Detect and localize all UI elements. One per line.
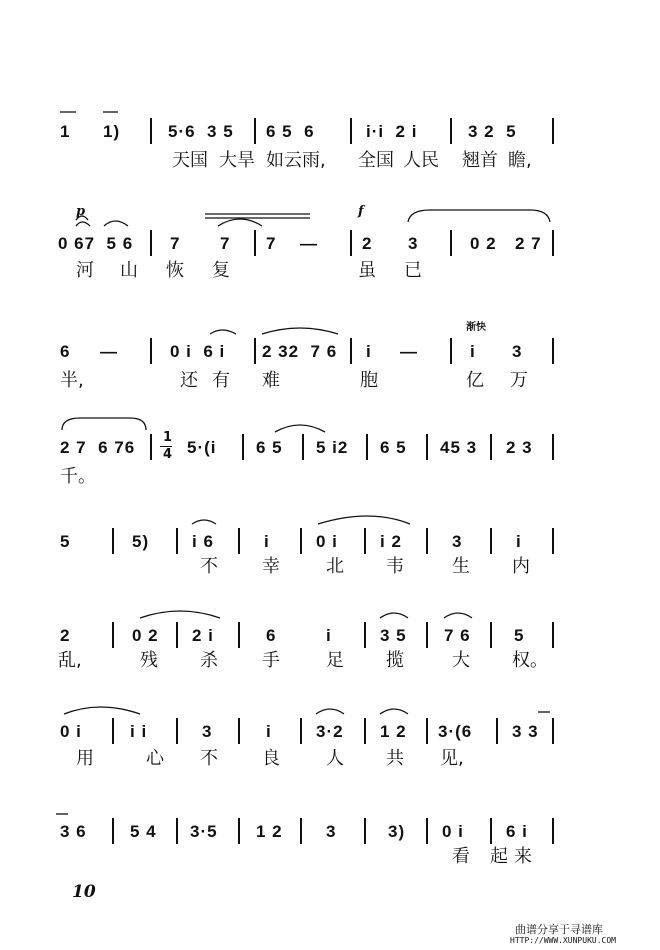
note-group: 5 4 xyxy=(130,822,157,841)
note-group: 3·5 xyxy=(190,822,218,841)
lyric: 复 xyxy=(212,260,230,281)
barline xyxy=(364,528,366,554)
barline xyxy=(552,718,554,744)
lyric: 翘首 xyxy=(462,150,498,171)
lyric: 全国 xyxy=(358,150,394,171)
note-group: i xyxy=(366,342,372,361)
barline xyxy=(366,434,368,460)
barline xyxy=(350,118,352,144)
lyric: 已 xyxy=(404,260,422,281)
note-group: 3 xyxy=(326,822,337,841)
barline xyxy=(150,434,152,460)
lyrics-line-5 xyxy=(0,556,660,582)
barline xyxy=(302,434,304,460)
barline xyxy=(552,528,554,554)
note-group: 1 2 xyxy=(256,822,283,841)
note-group: 2 32 7 6 xyxy=(262,342,338,361)
note-group: 1 xyxy=(60,122,71,141)
note-group: i 6 xyxy=(192,532,214,551)
note-group: — xyxy=(400,342,418,361)
barline xyxy=(150,338,152,364)
note-group: 3 xyxy=(512,342,523,361)
note-group: 5·6 3 5 xyxy=(168,122,234,141)
lyric: 河 xyxy=(76,260,94,281)
note-group: 3 2 5 xyxy=(468,122,517,141)
barline xyxy=(364,718,366,744)
lyrics-line-3 xyxy=(0,370,660,396)
note-group: 2 xyxy=(60,626,71,645)
lyric: 生 xyxy=(452,556,470,577)
barline xyxy=(300,528,302,554)
lyrics-line-8 xyxy=(0,846,660,872)
lyric: 有 xyxy=(212,370,230,391)
lyric: 见, xyxy=(440,748,464,769)
note-group: 3 xyxy=(202,722,213,741)
barline xyxy=(552,230,554,256)
note-group: 7 xyxy=(220,234,231,253)
note-group: 3 xyxy=(452,532,463,551)
lyrics-line-2 xyxy=(0,260,660,286)
barline xyxy=(490,622,492,648)
lyric: 不 xyxy=(200,556,218,577)
note-group: 5) xyxy=(132,532,150,551)
barline xyxy=(426,718,428,744)
lyric: 难 xyxy=(262,370,280,391)
lyric: 杀 xyxy=(200,650,218,671)
lyric: 用 xyxy=(76,748,94,769)
lyrics-line-7 xyxy=(0,748,660,774)
lyric: 残 xyxy=(140,650,158,671)
note-group: 0 2 xyxy=(470,234,497,253)
lyric: 山 xyxy=(120,260,138,281)
barline xyxy=(242,434,244,460)
lyric: 幸 xyxy=(262,556,280,577)
note-group: 3) xyxy=(388,822,406,841)
note-group: i 2 xyxy=(380,532,402,551)
note-group: 3·(6 xyxy=(438,722,473,741)
lyric: 良 xyxy=(262,748,280,769)
note-group: 7 xyxy=(170,234,181,253)
lyric: 揽 xyxy=(386,650,404,671)
note-group: 0 i 6 i xyxy=(170,342,226,361)
lyric: 起 xyxy=(490,846,508,867)
note-group: i xyxy=(326,626,332,645)
lyric: 权。 xyxy=(512,650,548,671)
note-group: 0 i xyxy=(442,822,464,841)
note-group: 6 i xyxy=(506,822,528,841)
lyric: 大旱 xyxy=(219,150,255,171)
lyrics-line-4 xyxy=(0,466,660,492)
barline xyxy=(426,818,428,844)
barline xyxy=(426,622,428,648)
barline xyxy=(490,818,492,844)
barline xyxy=(552,434,554,460)
dynamic-piano: p xyxy=(76,204,86,219)
note-group: 2 xyxy=(362,234,373,253)
note-group: 45 3 xyxy=(440,438,478,457)
lyrics-line-1 xyxy=(0,150,660,176)
lyric: 千。 xyxy=(60,466,96,487)
lyric: 胞 xyxy=(360,370,378,391)
note-group: 0 67 5 6 xyxy=(58,234,134,253)
barline xyxy=(112,622,114,648)
barline xyxy=(450,230,452,256)
lyric: 内 xyxy=(512,556,530,577)
lyric: 如云雨, xyxy=(266,150,326,171)
barline xyxy=(364,818,366,844)
barline xyxy=(496,718,498,744)
lyric: 亿 xyxy=(466,370,484,391)
barline xyxy=(176,528,178,554)
lyric: 人民 xyxy=(403,150,439,171)
note-group: 7 xyxy=(266,234,277,253)
note-group: i xyxy=(264,532,270,551)
note-group: — xyxy=(300,234,318,253)
barline xyxy=(426,528,428,554)
note-group: 1) xyxy=(103,122,121,141)
barline xyxy=(254,338,256,364)
note-group: 0 i xyxy=(60,722,82,741)
tempo-marking: 渐快 xyxy=(466,322,486,333)
barline xyxy=(112,528,114,554)
lyric: 大 xyxy=(452,650,470,671)
barline xyxy=(552,622,554,648)
note-group: 6 5 xyxy=(380,438,407,457)
lyric: 共 xyxy=(386,748,404,769)
barline xyxy=(238,622,240,648)
lyrics-line-6 xyxy=(0,650,660,676)
note-group: i xyxy=(266,722,272,741)
note-group: 6 xyxy=(266,626,277,645)
note-group: 5 i2 xyxy=(316,438,349,457)
note-group: 5 xyxy=(514,626,525,645)
note-group: 2 7 6 76 xyxy=(60,438,136,457)
note-group: 3·2 xyxy=(316,722,344,741)
note-group: 7 6 xyxy=(444,626,471,645)
note-group: 6 xyxy=(60,342,71,361)
note-group: i i xyxy=(130,722,148,741)
note-group: 2 i xyxy=(192,626,214,645)
barline xyxy=(552,338,554,364)
barline xyxy=(300,818,302,844)
lyric: 瞻, xyxy=(508,150,532,171)
lyric: 足 xyxy=(326,650,344,671)
lyric: 北 xyxy=(326,556,344,577)
lyric: 天国 xyxy=(172,150,208,171)
lyric: 来 xyxy=(514,846,532,867)
footer-url: HTTP://WWW.XUNPUKU.COM xyxy=(510,936,616,945)
barline xyxy=(300,718,302,744)
note-group: — xyxy=(100,342,118,361)
time-signature-bottom: 4 xyxy=(163,447,173,462)
note-group: 5 xyxy=(60,532,71,551)
note-group: 0 i xyxy=(316,532,338,551)
barline xyxy=(176,818,178,844)
note-group: 2 3 xyxy=(506,438,533,457)
lyric: 手 xyxy=(262,650,280,671)
note-group: 6 5 6 xyxy=(266,122,315,141)
barline xyxy=(150,230,152,256)
note-group: 2 7 xyxy=(515,234,542,253)
barline xyxy=(450,338,452,364)
note-group: 0 2 xyxy=(132,626,159,645)
barline xyxy=(112,818,114,844)
page-number: 10 xyxy=(72,882,96,902)
note-group: 3 3 xyxy=(512,722,539,741)
lyric: 人 xyxy=(326,748,344,769)
barline xyxy=(552,118,554,144)
dynamic-forte: f xyxy=(358,204,364,219)
lyric: 虽 xyxy=(358,260,376,281)
barline xyxy=(254,230,256,256)
barline xyxy=(364,622,366,648)
note-group: 3 6 xyxy=(60,822,87,841)
barline xyxy=(176,622,178,648)
barline xyxy=(450,118,452,144)
lyric: 韦 xyxy=(386,556,404,577)
note-group: i xyxy=(470,342,476,361)
barline xyxy=(350,338,352,364)
note-group: i·i 2 i xyxy=(366,122,418,141)
lyric: 还 xyxy=(180,370,198,391)
note-group: 3 xyxy=(408,234,419,253)
note-group: 3 5 xyxy=(380,626,407,645)
barline xyxy=(176,718,178,744)
barline xyxy=(150,118,152,144)
lyric: 不 xyxy=(200,748,218,769)
lyric: 半, xyxy=(60,370,84,391)
footer-site: 曲谱分享于寻谱库 xyxy=(515,923,603,936)
note-group: 5·(i xyxy=(187,438,217,457)
note-group: 6 5 xyxy=(256,438,283,457)
time-signature-top: 1 xyxy=(163,430,173,445)
note-group: 1 2 xyxy=(380,722,407,741)
barline xyxy=(238,718,240,744)
lyric: 恢 xyxy=(166,260,184,281)
barline xyxy=(426,434,428,460)
barline xyxy=(552,818,554,844)
barline xyxy=(490,434,492,460)
lyric: 看 xyxy=(452,846,470,867)
lyric: 心 xyxy=(146,748,164,769)
barline xyxy=(112,718,114,744)
barline xyxy=(350,230,352,256)
barline xyxy=(490,528,492,554)
lyric: 乱, xyxy=(58,650,82,671)
note-group: i xyxy=(516,532,522,551)
barline xyxy=(254,118,256,144)
barline xyxy=(238,818,240,844)
lyric: 万 xyxy=(510,370,528,391)
barline xyxy=(238,528,240,554)
